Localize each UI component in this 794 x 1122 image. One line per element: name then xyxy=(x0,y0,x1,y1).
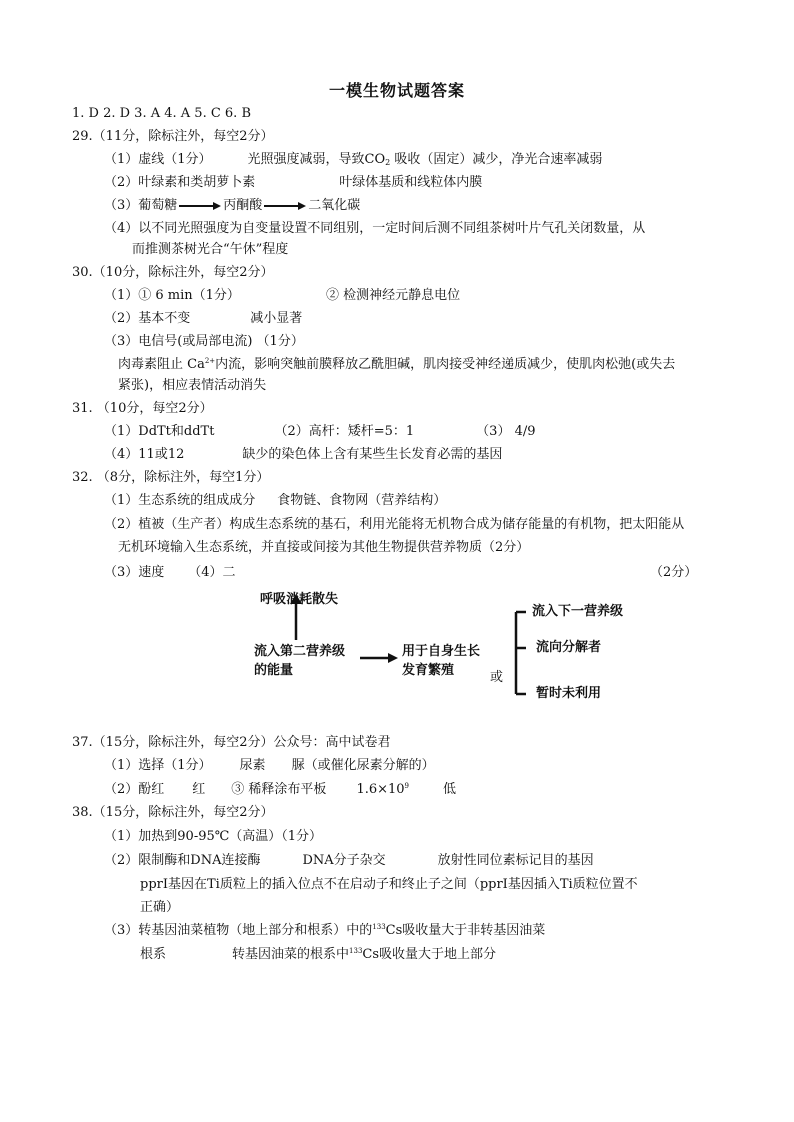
q31-l2a: （4）11或12 xyxy=(104,447,185,462)
growth-label-1: 用于自身生长 xyxy=(402,644,481,659)
q31-l1a: （1）DdTt和ddTt xyxy=(104,424,215,439)
q31-l1c: （3） 4/9 xyxy=(476,424,536,439)
q38-l5b-sup: 133 xyxy=(349,947,363,955)
q38-l1: （1）加热到90-95℃（高温）（1分） xyxy=(104,829,323,844)
q38-line5 xyxy=(140,946,496,964)
growth-label-2: 发育繁殖 xyxy=(402,663,455,678)
q30-l4-text: 肉毒素阻止 Ca xyxy=(118,357,205,372)
q32-l2a: （2）植被（生产者）构成生态系统的基石，利用光能将无机物合成为储存能量的有机物，把太阳能从 xyxy=(104,517,685,532)
q32-line3 xyxy=(104,564,236,582)
q29-l1b xyxy=(248,152,603,167)
q30-l2b: 减小显著 xyxy=(250,311,303,326)
q37-line2 xyxy=(104,781,456,799)
q31-l2b: 缺少的染色体上含有某些生长发育必需的基因 xyxy=(242,447,503,462)
q29-l2a: （2）叶绿素和类胡萝卜素 xyxy=(104,175,256,190)
q37-l2b: 红 xyxy=(192,782,206,797)
q30-l3: （3）电信号(或局部电流) （1分） xyxy=(104,334,304,349)
q37-l1c: 脲（或催化尿素分解的） xyxy=(291,758,435,773)
q30-l1b: ② 检测神经元静息电位 xyxy=(325,288,461,303)
q29-l1b-text2: 吸收（固定）减少，净光合速率减弱 xyxy=(390,152,603,167)
respiration-loss-label: 呼吸消耗散失 xyxy=(260,592,339,607)
mc-answers: 1. D 2. D 3. A 4. A 5. C 6. B xyxy=(72,106,251,121)
q29-l1a: （1）虚线（1分） xyxy=(104,152,212,167)
q29-l3c: 二氧化碳 xyxy=(308,198,361,213)
q38-l4-text2: Cs吸收量大于非转基因油菜 xyxy=(385,923,546,938)
q29-line3 xyxy=(104,197,360,215)
q32-l3b: （4）二 xyxy=(188,565,236,580)
q29-l4a: （4）以不同光照强度为自变量设置不同组别，一定时间后测不同组茶树叶片气孔关闭数量，从 xyxy=(104,221,646,236)
q38-l5b-text: 转基因油菜的根系中 xyxy=(232,947,350,962)
energy-flow-diagram xyxy=(240,588,660,708)
q31-head: 31. （10分，每空2分） xyxy=(72,401,213,416)
q38-l3a: pprⅠ基因在Ti质粒上的插入位点不在启动子和终止子之间（pprⅠ基因插入Ti质粒位置不 xyxy=(140,877,638,892)
q30-line2 xyxy=(104,310,302,328)
q29-l3b: 丙酮酸 xyxy=(223,198,263,213)
q37-l1a: （1）选择（1分） xyxy=(104,758,212,773)
q37-l2c: ③ 稀释涂布平板 xyxy=(231,782,327,797)
q30-head: 30.（10分，除标注外，每空2分） xyxy=(72,265,274,280)
flow-in-label-2: 的能量 xyxy=(254,663,294,678)
or-label: 或 xyxy=(490,670,504,685)
q32-line1 xyxy=(104,492,446,510)
q31-l1b: （2）高杆：矮杆=5：1 xyxy=(274,424,415,439)
q37-l2d xyxy=(356,782,409,797)
q30-l2a: （2）基本不变 xyxy=(104,311,191,326)
q38-l5b-text2: Cs吸收量大于地上部分 xyxy=(362,947,497,962)
q38-l2b: DNA分子杂交 xyxy=(302,853,386,868)
q38-l5b xyxy=(232,947,496,962)
q37-l2a: （2）酚红 xyxy=(104,782,165,797)
q37-line1 xyxy=(104,757,435,775)
q37-l2d-sup: 9 xyxy=(404,782,410,790)
q29-l1b-text: 光照强度减弱，导致CO xyxy=(247,152,386,167)
q38-l3b: 正确） xyxy=(140,900,180,915)
q30-l1a: （1）① 6 min（1分） xyxy=(104,288,240,303)
q29-l3a: （3）葡萄糖 xyxy=(104,198,178,213)
q38-l4 xyxy=(104,922,545,940)
q31-line2 xyxy=(104,446,502,464)
q37-l2e: 低 xyxy=(443,782,457,797)
q38-line2 xyxy=(104,852,594,870)
q31-line1 xyxy=(104,423,536,441)
q37-l2d-text: 1.6×10 xyxy=(356,782,405,797)
arrow-right-icon xyxy=(264,201,306,211)
q29-line1 xyxy=(104,151,602,169)
q32-l1b: 食物链、食物网（营养结构） xyxy=(277,493,447,508)
q29-head: 29.（11分，除标注外，每空2分） xyxy=(72,129,274,144)
arrow-right-icon xyxy=(388,653,398,663)
q30-l4-sup: 2+ xyxy=(204,357,216,365)
q32-l1a: （1）生态系统的组成成分 xyxy=(104,493,256,508)
unused-label: 暂时未利用 xyxy=(536,686,602,701)
q29-l2b: 叶绿体基质和线粒体内膜 xyxy=(339,175,483,190)
q30-l4 xyxy=(118,356,675,374)
q32-head: 32. （8分，除标注外，每空1分） xyxy=(72,470,270,485)
q29-l4b: 而推测茶树光合“午休”程度 xyxy=(132,242,289,257)
flow-in-label-1: 流入第二营养级 xyxy=(254,644,346,659)
decomposer-label: 流向分解者 xyxy=(536,640,602,655)
q30-l4-text2: 内流，影响突触前膜释放乙酰胆碱，肌肉接受神经递质减少，使肌肉松弛(或失去 xyxy=(215,357,676,372)
q29-l1b-sub: 2 xyxy=(385,158,391,167)
q37-l1b: 尿素 xyxy=(239,758,266,773)
q32-l3a: （3）速度 xyxy=(104,565,165,580)
q38-head: 38.（15分，除标注外，每空2分） xyxy=(72,805,274,820)
next-level-label: 流入下一营养级 xyxy=(532,604,624,619)
page-title: 一模生物试题答案 xyxy=(328,81,465,100)
q32-l3c: （2分） xyxy=(650,565,698,580)
q29-line2 xyxy=(104,174,482,192)
q38-l4-sup: 133 xyxy=(372,923,386,931)
q38-l2a: （2）限制酶和DNA连接酶 xyxy=(104,853,261,868)
q38-l5a: 根系 xyxy=(140,947,167,962)
q38-l4-text: （3）转基因油菜植物（地上部分和根系）中的 xyxy=(104,923,373,938)
q30-line1 xyxy=(104,287,460,305)
q32-l2b: 无机环境输入生态系统，并直接或间接为其他生物提供营养物质（2分） xyxy=(118,540,530,555)
q37-head: 37.（15分，除标注外，每空2分）公众号：高中试卷君 xyxy=(72,735,391,750)
arrow-right-icon xyxy=(179,201,221,211)
q30-l5: 紧张)，相应表情活动消失 xyxy=(118,378,267,393)
q38-l2c: 放射性同位素标记目的基因 xyxy=(437,853,594,868)
